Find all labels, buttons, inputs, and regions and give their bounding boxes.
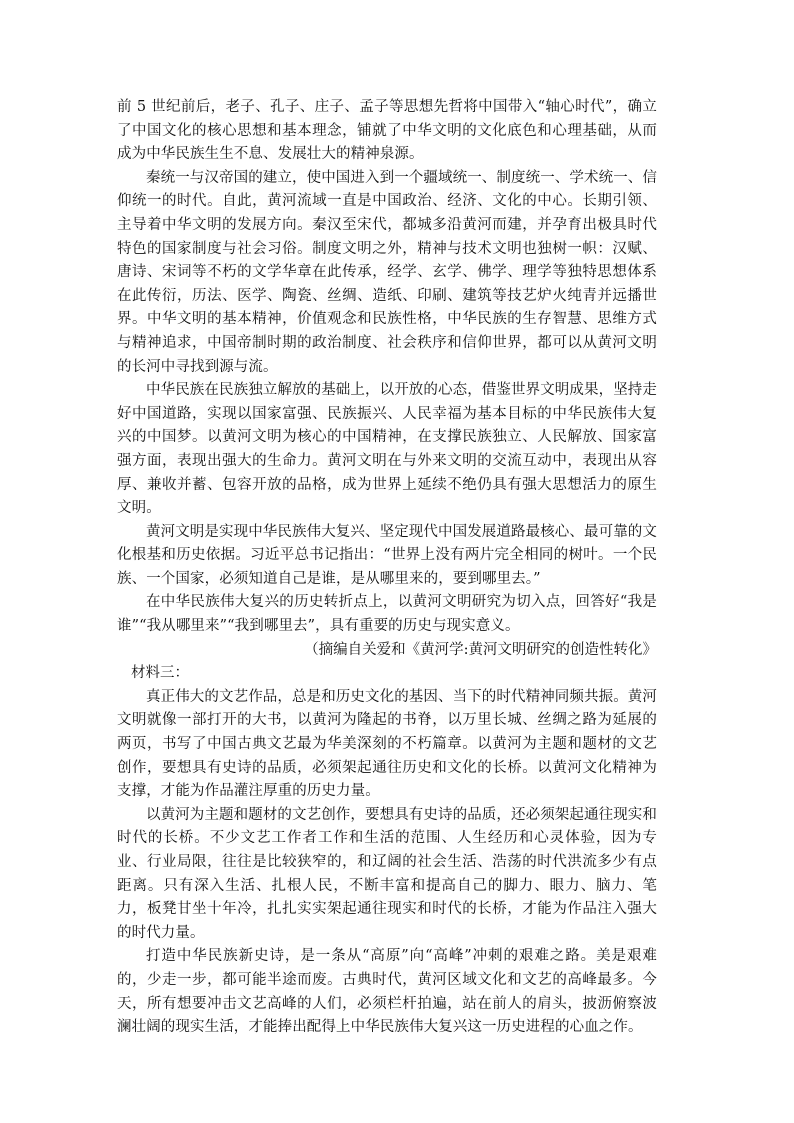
source-citation: （摘编自关爱和《黄河学:黄河文明研究的创造性转化》: [304, 641, 657, 658]
paragraph-new-epic: 打造中华民族新史诗，是一条从“高原”向“高峰”冲刺的艰难之路。美是艰难的，少走一步，都可能半途而废。古典时代，黄河区域文化和文艺的高峰最多。今天，所有想要冲击文艺高峰的人们，必须栏杆拍遍，站在前人的肩头，披沥俯察波澜壮阔的现实生活，才能捧出配得上中华民族伟大复兴这一历史进程的心血之作。: [117, 948, 657, 1036]
paragraph-cultural-foundation: 黄河文明是实现中华民族伟大复兴、坚定现代中国发展道路最核心、最可靠的文化根基和历史依据。习近平总书记指出：“世界上没有两片完全相同的树叶。一个民族、一个国家，必须知道自己是谁，是从哪里来的，要到哪里去。”: [117, 523, 657, 587]
paragraph-historical-significance: 在中华民族伟大复兴的历史转折点上，以黄河文明研究为切入点，回答好“我是谁”“我从哪里来”“我到哪里去”，具有重要的历史与现实意义。: [117, 594, 657, 635]
material-three-label: 材料三：: [131, 665, 189, 682]
paragraph-great-works: 真正伟大的文艺作品，总是和历史文化的基因、当下的时代精神同频共振。黄河文明就像一部打开的大书，以黄河为隆起的书脊，以万里长城、丝绸之路为延展的两页，书写了中国古典文艺最为华美深刻的不朽篇章。以黄河为主题和题材的文艺创作，要想具有史诗的品质，必须架起通往历史和文化的长桥。以黄河文化精神为支撑，才能为作品灌注厚重的历史力量。: [117, 688, 657, 800]
document-page: [117, 96, 657, 1040]
paragraph-national-rejuvenation: 中华民族在民族独立解放的基础上，以开放的心态，借鉴世界文明成果，坚持走好中国道路，实现以国家富强、民族振兴、人民幸福为基本目标的中华民族伟大复兴的中国梦。以黄河文明为核心的中国精神，在支撑民族独立、人民解放、国家富强方面，表现出强大的生命力。黄河文明在与外来文明的交流互动中，表现出从容厚、兼收并蓄、包容开放的品格，成为世界上延续不绝仍具有强大思想活力的原生文明。: [117, 382, 657, 517]
paragraph-reality-bridge: 以黄河为主题和题材的文艺创作，要想具有史诗的品质，还必须架起通往现实和时代的长桥。不少文艺工作者工作和生活的范围、人生经历和心灵体验，因为专业、行业局限，往往是比较狭窄的，和辽阔的社会生活、浩荡的时代洪流多少有点距离。只有深入生活、扎根人民，不断丰富和提高自己的脚力、眼力、脑力、笔力，板凳甘坐十年冷，扎扎实实架起通往现实和时代的长桥，才能为作品注入强大的时代力量。: [117, 806, 657, 941]
paragraph-qin-han: 秦统一与汉帝国的建立，使中国进入到一个疆域统一、制度统一、学术统一、信仰统一的时代。自此，黄河流域一直是中国政治、经济、文化的中心。长期引领、主导着中华文明的发展方向。秦汉至宋代，都城多沿黄河而建，并孕育出极具时代特色的国家制度与社会习俗。制度文明之外，精神与技术文明也独树一帜：汉赋、唐诗、宋词等不朽的文学华章在此传承，经学、玄学、佛学、理学等独特思想体系在此传衍，历法、医学、陶瓷、丝绸、造纸、印刷、建筑等技艺炉火纯青并远播世界。中华文明的基本精神，价值观念和民族性格，中华民族的生存智慧、思维方式与精神追求，中国帝制时期的政治制度、社会秩序和信仰世界，都可以从黄河文明的长河中寻找到源与流。: [117, 169, 657, 375]
paragraph-axial-age: 前 5 世纪前后，老子、孔子、庄子、孟子等思想先哲将中国带入“轴心时代”，确立了中国文化的核心思想和基本理念，铺就了中华文明的文化底色和心理基础，从而成为中华民族生生不息、发展壮大的精神泉源。: [117, 99, 657, 163]
